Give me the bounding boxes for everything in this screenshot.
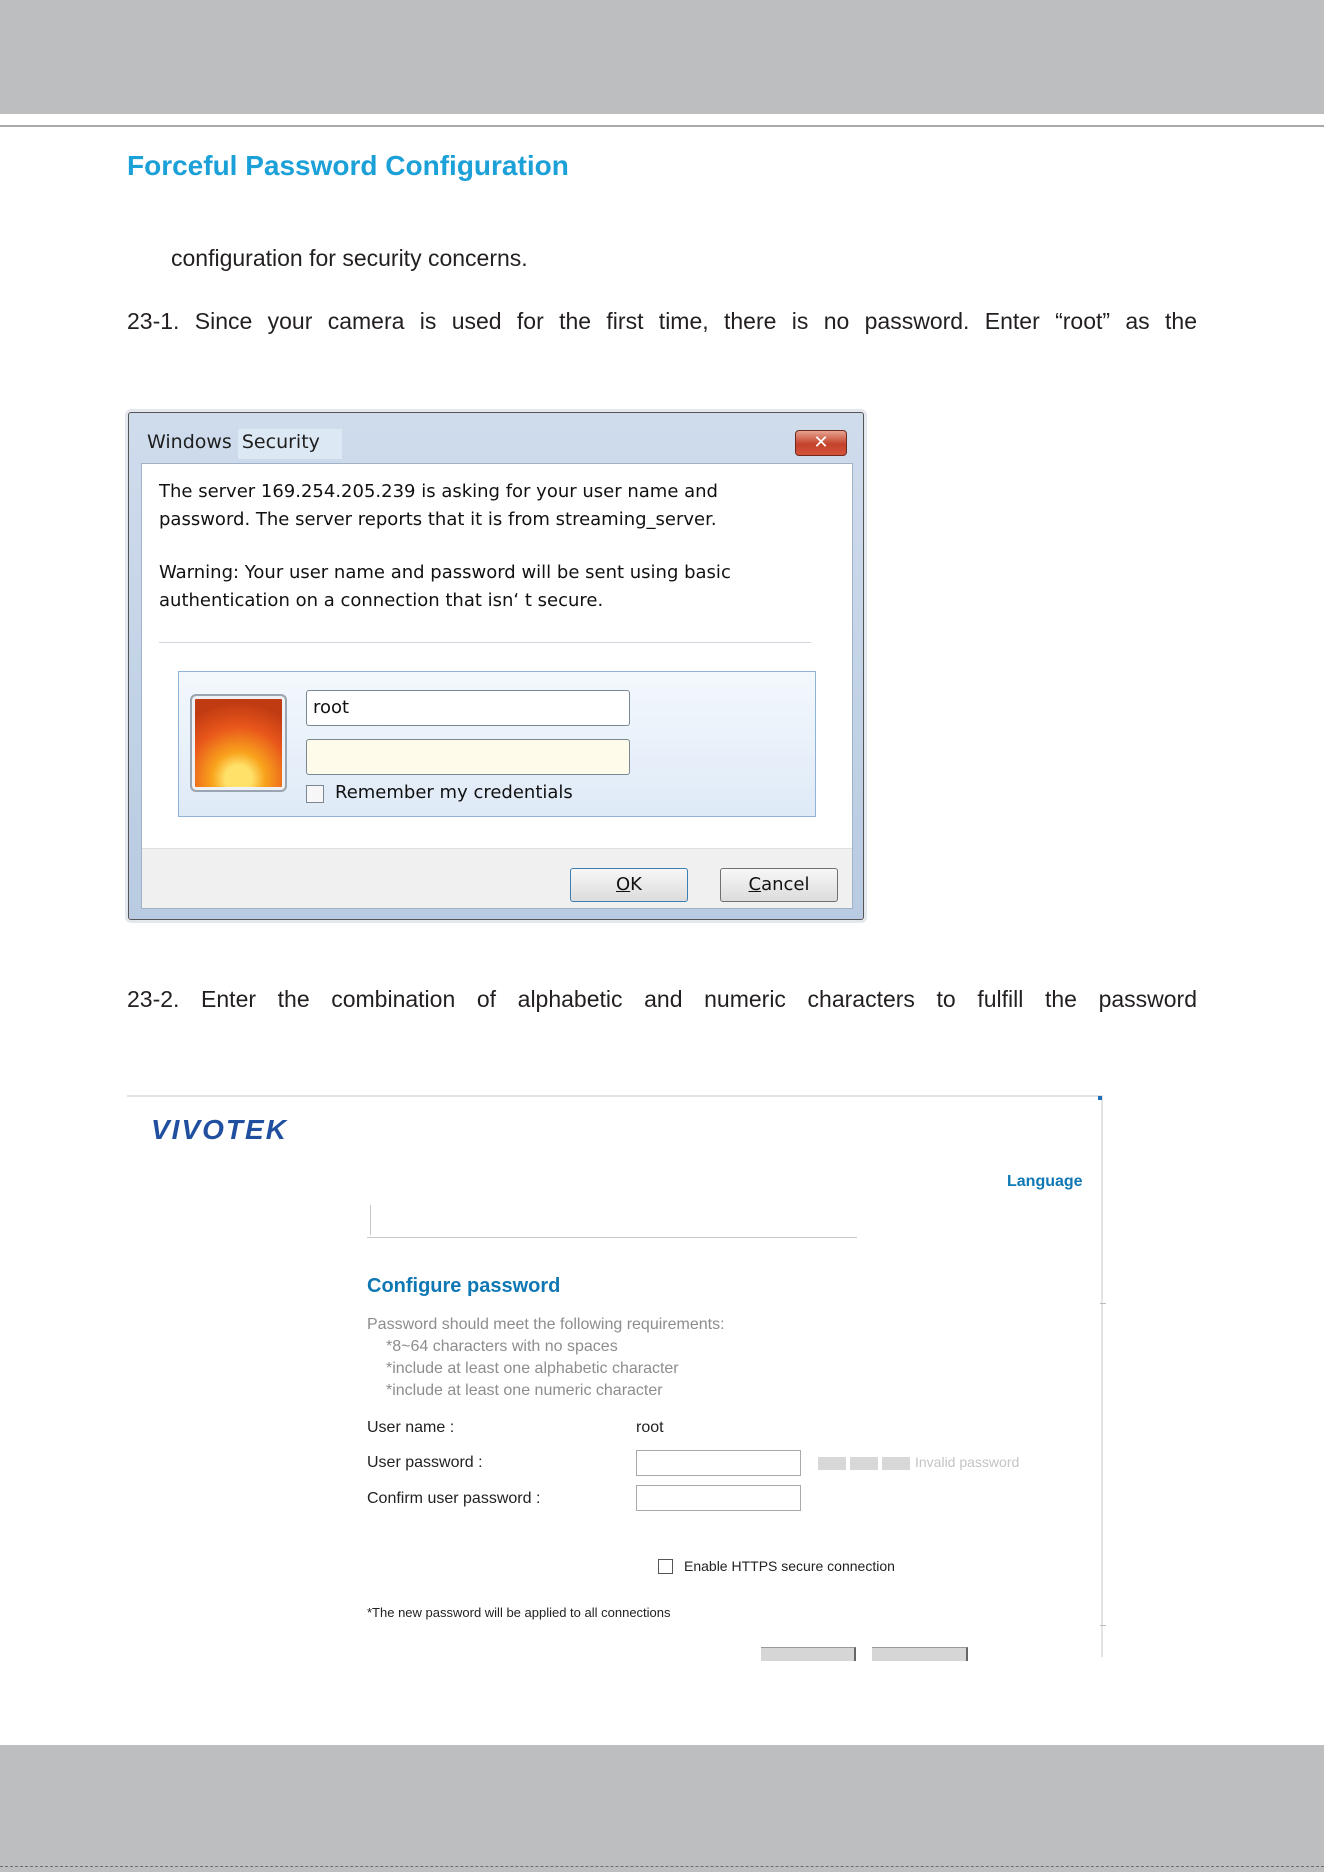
requirement-item: *include at least one numeric character <box>386 1382 663 1399</box>
enable-https-checkbox[interactable] <box>658 1559 673 1574</box>
requirement-item: *8~64 characters with no spaces <box>386 1338 618 1355</box>
cancel-button[interactable] <box>720 868 838 902</box>
edge-tick <box>1100 1625 1106 1626</box>
requirements-intro: Password should meet the following requirements: <box>367 1316 725 1333</box>
strength-meter-segment <box>850 1457 878 1470</box>
page-header-band <box>0 0 1324 114</box>
close-icon: ✕ <box>813 432 829 453</box>
server-message-line: The server 169.254.205.239 is asking for your user name and <box>159 481 718 502</box>
warning-message-line: authentication on a connection that isn‘ t secure. <box>159 590 604 611</box>
page-corner-marker <box>1098 1096 1102 1100</box>
header-rule <box>0 125 1324 127</box>
server-message-line: password. The server reports that it is from streaming_server. <box>159 509 717 530</box>
remember-credentials-label: Remember my credentials <box>335 782 573 803</box>
requirement-item: *include at least one alphabetic character <box>386 1360 679 1377</box>
strength-meter-segment <box>818 1457 846 1470</box>
username-field[interactable]: root <box>306 690 630 726</box>
windows-security-dialog <box>128 412 864 920</box>
connections-note: *The new password will be applied to all connections <box>367 1605 671 1620</box>
user-password-input[interactable] <box>636 1450 801 1476</box>
dialog-title <box>147 431 342 453</box>
user-password-label: User password : <box>367 1454 483 1471</box>
ok-button[interactable] <box>570 868 688 902</box>
cancel-label: ancel <box>761 874 810 895</box>
credential-tile <box>178 671 816 817</box>
cancel-mnemonic: C <box>748 874 762 895</box>
dialog-divider <box>159 642 811 643</box>
header-divider-line <box>367 1237 857 1238</box>
confirm-password-label: Confirm user password : <box>367 1490 541 1507</box>
dialog-title-part-1: Windows <box>147 431 232 453</box>
header-divider-bar <box>370 1205 371 1235</box>
step-23-1-text: 23-1. Since your camera is used for the first time, there is no password. Enter “root” as the <box>127 308 1197 334</box>
body-paragraph: configuration for security concerns. <box>171 245 528 271</box>
close-button[interactable] <box>795 430 847 456</box>
user-name-value: root <box>636 1419 664 1436</box>
dialog-title-part-2: Security <box>238 429 342 459</box>
confirm-password-input[interactable] <box>636 1485 801 1511</box>
warning-message <box>159 559 731 615</box>
language-link[interactable]: Language <box>1007 1173 1083 1190</box>
page-footer-band <box>0 1745 1324 1872</box>
ok-mnemonic: O <box>616 874 631 895</box>
section-title: Forceful Password Configuration <box>127 150 569 181</box>
dialog-footer <box>142 848 852 908</box>
dialog-body <box>141 463 853 909</box>
cancel-button[interactable] <box>872 1647 968 1661</box>
enable-https-label: Enable HTTPS secure connection <box>684 1558 895 1574</box>
step-23-2-text: 23-2. Enter the combination of alphabetic and numeric characters to fulfill the password <box>127 986 1197 1012</box>
vivotek-configure-password-page <box>127 1095 1103 1657</box>
user-avatar-icon <box>190 694 287 792</box>
edge-tick <box>1100 1303 1106 1304</box>
vivotek-logo: VIVOTEK <box>151 1114 288 1145</box>
password-field[interactable] <box>306 739 630 775</box>
warning-message-line: Warning: Your user name and password will be sent using basic <box>159 562 731 583</box>
user-name-label: User name : <box>367 1419 455 1436</box>
configure-password-heading: Configure password <box>367 1275 561 1297</box>
strength-meter-segment <box>882 1457 910 1470</box>
remember-credentials-checkbox[interactable] <box>306 785 324 803</box>
server-message <box>159 478 718 534</box>
password-strength-text: Invalid password <box>915 1454 1020 1470</box>
ok-label: K <box>630 874 642 895</box>
next-button[interactable] <box>761 1647 856 1661</box>
footer-dashed-rule <box>0 1866 1324 1867</box>
